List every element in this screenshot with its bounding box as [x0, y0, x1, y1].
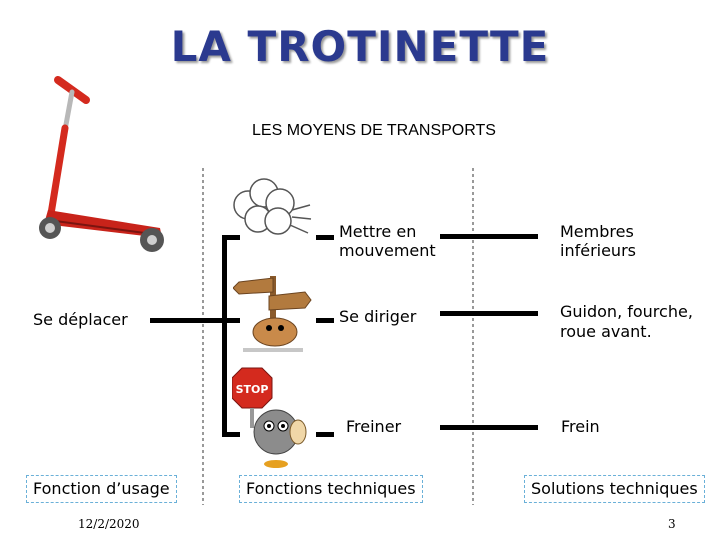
technical-solution-2-line2: roue avant. — [560, 322, 652, 341]
main-function-label: Se déplacer — [33, 310, 128, 329]
svg-text:STOP: STOP — [235, 383, 269, 396]
usage-function-label: Fonction d’usage — [26, 475, 177, 503]
technical-solution-1-line1: Membres — [560, 222, 634, 241]
technical-solutions-label: Solutions techniques — [524, 475, 705, 503]
technical-solution-1-line2: inférieurs — [560, 241, 636, 260]
technical-solution-3: Frein — [561, 417, 600, 436]
page-number: 3 — [668, 517, 676, 531]
technical-functions-label: Fonctions techniques — [239, 475, 423, 503]
stop-sign-character-image — [232, 366, 312, 470]
scooter-image — [20, 70, 180, 265]
motion-cloud-image — [228, 175, 313, 247]
technical-function-1-line1: Mettre en — [339, 222, 417, 241]
subtitle: LES MOYENS DE TRANSPORTS — [252, 122, 496, 139]
technical-function-3: Freiner — [346, 417, 402, 436]
footer-date: 12/2/2020 — [78, 517, 140, 531]
direction-sign-image — [233, 268, 313, 356]
technical-function-1-line2: mouvement — [339, 241, 436, 260]
technical-solution-2-line1: Guidon, fourche, — [560, 302, 693, 321]
page-title: LA TROTINETTE — [170, 22, 550, 71]
technical-function-2: Se diriger — [339, 307, 417, 326]
